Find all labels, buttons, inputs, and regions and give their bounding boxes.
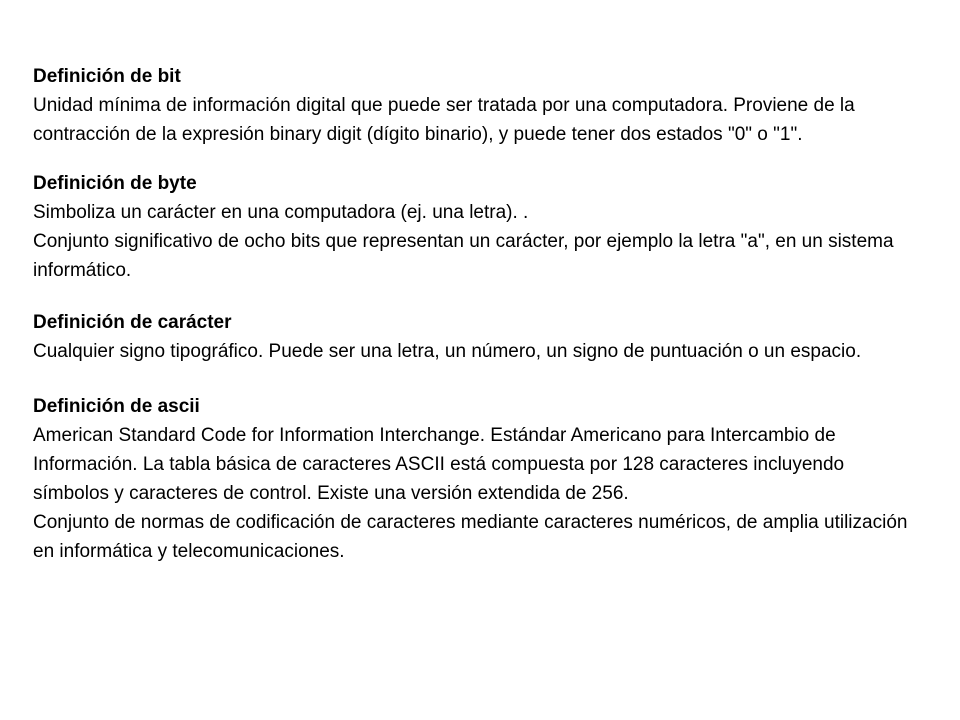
paragraph-byte-symbol: Simboliza un carácter en una computadora (ej. una letra). . (33, 202, 529, 223)
heading-byte: Definición de byte (33, 173, 197, 194)
heading-character: Definición de carácter (33, 312, 232, 333)
section-bit (33, 62, 923, 149)
paragraph-byte-definition: Conjunto significativo de ocho bits que representan un carácter, por ejemplo la letra "a", en un sistema informático. (33, 231, 894, 281)
paragraph-bit-definition: Unidad mínima de información digital que puede ser tratada por una computadora. Proviene de la contracción de la expresión binary digit (dígito binario), y puede tener dos estados "0" o "1". (33, 95, 855, 145)
heading-bit: Definición de bit (33, 66, 181, 87)
definitions-body (33, 62, 923, 566)
section-character (33, 308, 923, 366)
paragraph-ascii-definition: American Standard Code for Information Interchange. Estándar Americano para Intercambio de Información. La tabla básica de caracteres ASCII está compuesta por 128 caracteres incluyendo símbolos y caracteres de control. Existe una versión extendida de 256. (33, 425, 845, 504)
section-ascii (33, 392, 923, 566)
heading-ascii: Definición de ascii (33, 396, 200, 417)
paragraph-character-definition: Cualquier signo tipográfico. Puede ser una letra, un número, un signo de puntuación o un espacio. (33, 341, 862, 362)
paragraph-ascii-usage: Conjunto de normas de codificación de caracteres mediante caracteres numéricos, de amplia utilización en informática y telecomunicaciones. (33, 512, 908, 562)
section-byte (33, 169, 923, 285)
